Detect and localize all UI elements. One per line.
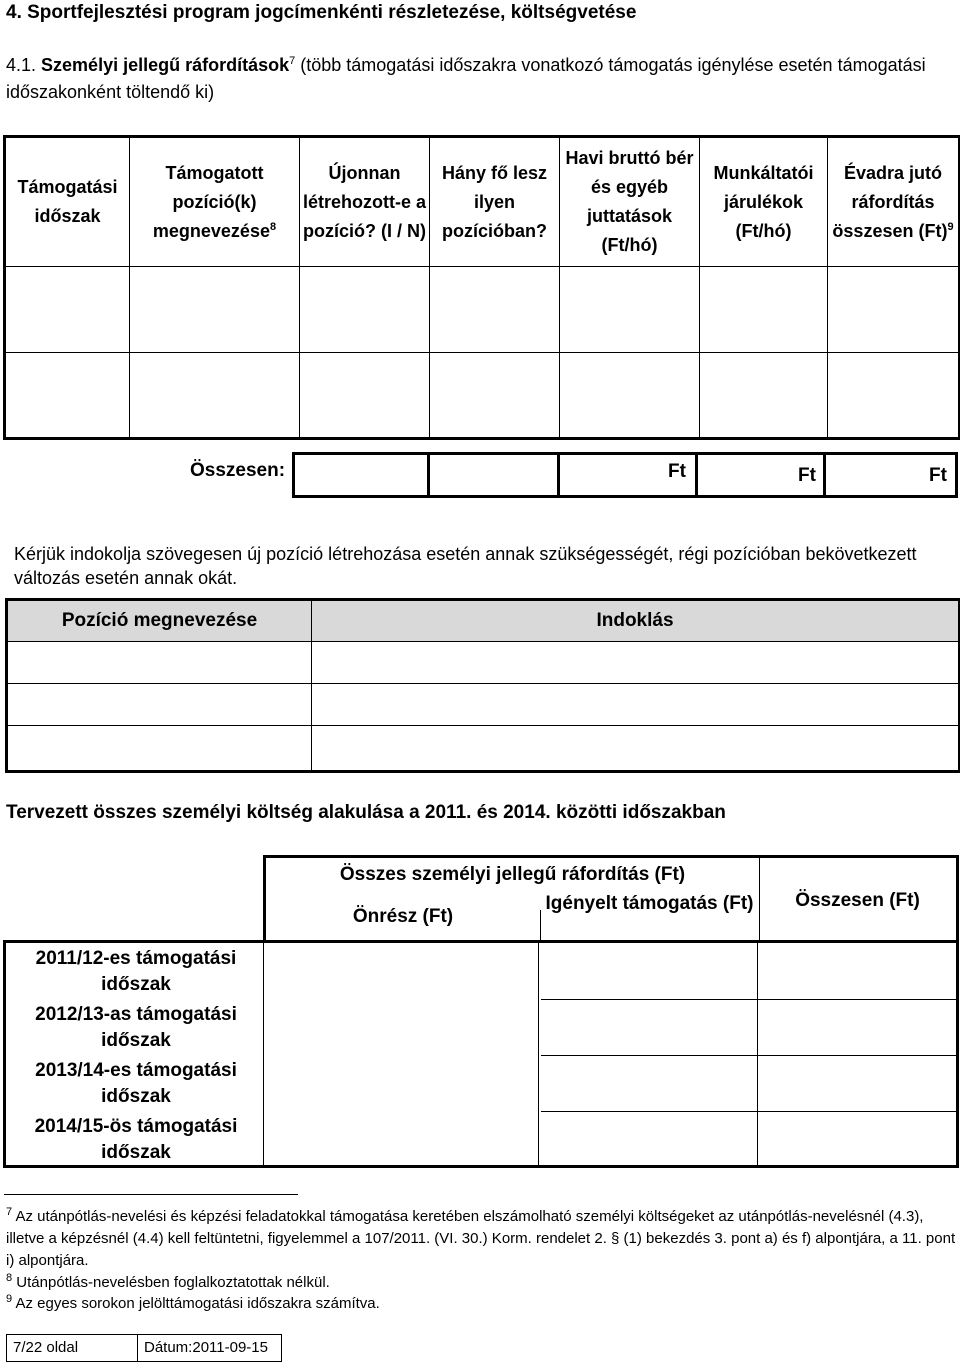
table-row [7,642,960,684]
planned-costs-table [3,855,959,1168]
summary-unit: Ft [798,465,816,486]
input-cell[interactable] [7,726,312,772]
document-date: Dátum:2011-09-15 [144,1339,268,1356]
header-cell: Munkáltatói járulékok (Ft/hó) [700,137,828,267]
section-heading: 4. Sportfejlesztési program jogcímenkénti részletezése, költségvetése [6,2,637,23]
header-cell: Újonnan létrehozott-e a pozíció? (I / N) [300,137,430,267]
page-footer [6,1334,282,1362]
input-cell[interactable] [430,353,560,439]
header-cell: Évadra jutó ráfordítás összesen $(Ft)^9$ [828,137,960,267]
planned-costs-grid [3,940,959,1168]
input-cell[interactable] [312,684,960,726]
summary-divider [823,455,826,495]
summary-divider [695,455,698,495]
table-row [5,353,960,439]
input-cell[interactable] [560,267,700,353]
summary-divider [557,455,560,495]
input-cell[interactable] [300,267,430,353]
personnel-costs-table [3,135,960,440]
input-cell[interactable] [312,642,960,684]
grid-divider [757,943,758,1165]
input-cell[interactable] [5,267,130,353]
input-cell[interactable] [828,267,960,353]
period-label: 2013/14-es támogatási időszak [35,1060,237,1107]
input-cell[interactable] [828,353,960,439]
footnote: $^7$ Az utánpótlás-nevelési és képzési feladatokkal támogatása keretében elszámolható személyi költségeket az utánpótlás-nevelésnél (4.3), illetve a képzésnél (4.4) kell feltüntetni, figyelemmel a 107/2011. (VI. 30.) Korm. rendelet 2. § (1) bekezdés 3. pont a) és f) alpontjára, a 11. pont i) alpontjára. [6,1206,956,1269]
input-cell[interactable] [5,353,130,439]
input-cell[interactable] [130,267,300,353]
input-cell[interactable] [312,726,960,772]
header-cell: Támogatott pozíció(k) megnevezése$^8$ [130,137,300,267]
subsection-heading: 4.1. Személyi jellegű ráfordítások$^7$ (több támogatási időszakra vonatkozó támogatás igénylése esetén támogatási időszakonként töltendő ki) [6,55,926,102]
grid-divider [758,999,959,1000]
planned-costs-title: Tervezett összes személyi költség alakulása a 2011. és 2014. közötti időszakban [6,802,726,823]
input-cell[interactable] [700,353,828,439]
header-cell: Hány fő lesz ilyen pozícióban? [430,137,560,267]
input-cell[interactable] [430,267,560,353]
period-label: 2012/13-as támogatási időszak [35,1004,237,1051]
period-label: 2014/15-ös támogatási időszak [34,1116,238,1163]
summary-unit: Ft [929,465,947,486]
table-header-row [7,600,960,642]
input-cell[interactable] [130,353,300,439]
grid-divider [541,1111,758,1112]
input-cell[interactable] [560,353,700,439]
own-contribution-header: Önrész (Ft) [352,906,454,927]
page-number: 7/22 oldal [7,1335,138,1361]
summary-box [292,452,958,498]
grid-divider [538,943,539,1165]
group-header: Összes személyi jellegű ráfordítás (Ft) [339,864,686,885]
footnote: $^9$ Az egyes sorokon jelölttámogatási időszakra számítva. [6,1293,380,1312]
input-cell[interactable] [7,684,312,726]
table-row [5,267,960,353]
input-cell[interactable] [300,353,430,439]
planned-costs-header [263,855,959,940]
header-cell: Havi bruttó bér és egyéb juttatások (Ft/hó) [560,137,700,267]
table-row [7,684,960,726]
grid-divider [758,1111,959,1112]
header-cell: Indoklás [312,600,960,642]
input-cell[interactable] [700,267,828,353]
footnote-separator [4,1194,298,1195]
total-header: Összesen (Ft) [795,890,920,911]
grid-divider [758,1055,959,1056]
input-cell[interactable] [7,642,312,684]
period-label: 2011/12-es támogatási időszak [35,948,237,995]
footnote: $^8$ Utánpótlás-nevelésben foglalkoztatottak nélkül. [6,1272,330,1291]
grid-divider [541,1055,758,1056]
grid-divider [541,999,758,1000]
summary-divider [427,455,430,495]
justification-table [5,598,960,773]
summary-label: Összesen: [190,460,286,481]
table-header-row [5,137,960,267]
summary-unit: Ft [668,461,686,482]
header-cell: Támogatási időszak [5,137,130,267]
header-cell: Pozíció megnevezése [7,600,312,642]
requested-support-header: Igényelt támogatás (Ft) [545,893,754,914]
justification-instruction: Kérjük indokolja szövegesen új pozíció létrehozása esetén annak szükségességét, régi pozícióban bekövetkezett változás esetén annak okát. [14,544,917,588]
table-row [7,726,960,772]
